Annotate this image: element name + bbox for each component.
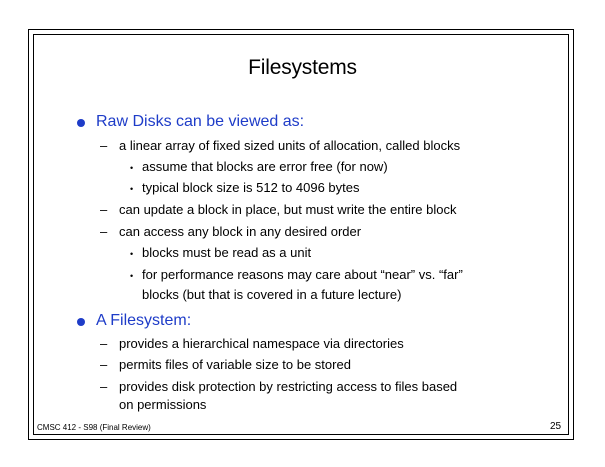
dash-marker: –	[100, 357, 108, 372]
list-item-text: provides a hierarchical namespace via directories	[119, 336, 404, 351]
sub-list-item-text: assume that blocks are error free (for now)	[142, 159, 388, 174]
bullet-dot-icon	[77, 318, 85, 326]
sub-bullet-icon: •	[130, 249, 134, 259]
sub-list-item-text: typical block size is 512 to 4096 bytes	[142, 180, 360, 195]
sub-list-item-continuation: blocks (but that is covered in a future lecture)	[142, 287, 402, 302]
dash-marker: –	[100, 138, 108, 153]
list-item-text: a linear array of fixed sized units of allocation, called blocks	[119, 138, 461, 153]
dash-marker: –	[100, 202, 108, 217]
dash-marker: –	[100, 336, 108, 351]
slide-title: Filesystems	[248, 56, 357, 79]
dash-marker: –	[100, 379, 108, 394]
page-number: 25	[550, 421, 562, 432]
sub-bullet-icon: •	[130, 271, 134, 281]
section-heading-text: Raw Disks can be viewed as:	[96, 113, 305, 130]
sub-bullet-icon: •	[130, 163, 134, 173]
slide-footer: CMSC 412 - S98 (Final Review)	[37, 423, 151, 432]
section-heading-text: A Filesystem:	[96, 312, 192, 329]
dash-marker: –	[100, 224, 108, 239]
list-item-text: permits files of variable size to be stored	[119, 357, 351, 372]
sub-list-item-text: blocks must be read as a unit	[142, 245, 312, 260]
list-item-text: provides disk protection by restricting access to files based	[119, 379, 458, 394]
bullet-dot-icon	[77, 119, 85, 127]
list-item-continuation: on permissions	[119, 397, 207, 412]
list-item-text: can access any block in any desired order	[119, 224, 362, 239]
sub-list-item-text: for performance reasons may care about “near” vs. “far”	[142, 267, 463, 282]
sub-bullet-icon: •	[130, 184, 134, 194]
list-item-text: can update a block in place, but must write the entire block	[119, 202, 457, 217]
